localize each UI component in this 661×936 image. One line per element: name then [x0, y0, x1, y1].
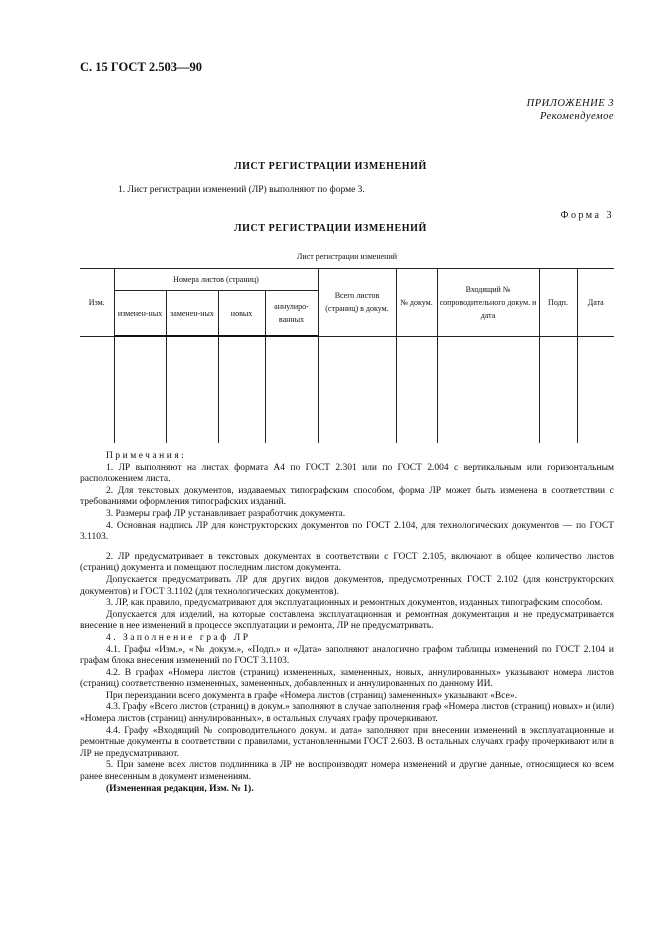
- appendix-block: [527, 97, 614, 123]
- table-cell: [80, 336, 114, 443]
- form-label: Форма 3: [560, 210, 614, 221]
- paragraph: Допускается предусматривать ЛР для других видов документов, предусмотренных ГОСТ 2.102 (для конструкторских документов) и ГОСТ 3.1102 (для технологических документов).: [80, 574, 614, 597]
- notes-section: [80, 451, 614, 795]
- paragraph: При переиздании всего документа в графе «Номера листов (страниц) замененных» указывают «Все».: [106, 690, 517, 701]
- table-cell: [218, 336, 265, 443]
- header-replaced: заменен-ных: [166, 291, 218, 337]
- paragraph-1: 1. Лист регистрации изменений (ЛР) выполняют по форме 3.: [118, 185, 365, 195]
- note-paragraph: 2. Для текстовых документов, издаваемых типографским способом, форма ЛР может быть изменена в соответствии с требованиями оформления типографских изданий.: [80, 485, 614, 508]
- notes-heading: Примечания:: [106, 451, 187, 461]
- table-cell: [577, 336, 614, 443]
- appendix-status: Рекомендуемое: [540, 111, 614, 122]
- header-cancelled: аннулиро-ванных: [265, 291, 318, 337]
- appendix-label: ПРИЛОЖЕНИЕ 3: [526, 98, 614, 109]
- page-header: С. 15 ГОСТ 2.503—90: [80, 60, 203, 74]
- header-izm: Изм.: [80, 269, 114, 337]
- header-date: Дата: [577, 269, 614, 337]
- section-title: ЛИСТ РЕГИСТРАЦИИ ИЗМЕНЕНИЙ: [234, 161, 427, 172]
- paragraph: 4.2. В графах «Номера листов (страниц) измененных, замененных, новых, аннулированных» указывают номера листов (страниц) соответственно измененных, замененных, добавленных и аннулированных по данному ИИ.: [80, 667, 614, 690]
- paragraph: 3. ЛР, как правило, предусматривают для эксплуатационных и ремонтных документов, изданных типографским способом.: [106, 598, 603, 609]
- header-sheet-numbers: Номера листов (страниц): [114, 269, 318, 291]
- table-cell: [539, 336, 577, 443]
- table-cell: [396, 336, 437, 443]
- note-paragraph: 1. ЛР выполняют на листах формата А4 по ГОСТ 2.301 или по ГОСТ 2.004 с вертикальным или горизонтальным расположением листа.: [80, 462, 614, 485]
- registration-table: [80, 268, 614, 443]
- paragraph: 4.1. Графы «Изм.», «№ докум.», «Подп.» и «Дата» заполняют аналогично графом таблицы изменений по ГОСТ 2.104 и графам блока внесения изменений по ГОСТ 3.1103.: [80, 644, 614, 667]
- table-caption: Лист регистрации изменений: [296, 252, 398, 261]
- table-cell: [265, 336, 318, 443]
- form-title: ЛИСТ РЕГИСТРАЦИИ ИЗМЕНЕНИЙ: [234, 223, 427, 234]
- header-total-sheets: Всего листов (страниц) в докум.: [318, 269, 396, 337]
- header-signature: Подп.: [539, 269, 577, 337]
- table-row: [80, 336, 614, 443]
- revision-note: (Измененная редакция, Изм. № 1).: [106, 783, 254, 794]
- table-cell: [437, 336, 539, 443]
- paragraph: 2. ЛР предусматривает в текстовых документах в соответствии с ГОСТ 2.105, включают в общее количество листов (страниц) документа и помещают последним листом документа.: [80, 551, 614, 574]
- header-new: новых: [218, 291, 265, 337]
- note-paragraph: 4. Основная надпись ЛР для конструкторских документов по ГОСТ 2.104, для технологических документов — по ГОСТ 3.1103.: [80, 520, 614, 543]
- header-incoming: Входящий № сопроводительного докум. и дата: [437, 269, 539, 337]
- header-changed: изменен-ных: [114, 291, 166, 337]
- section-heading: 4. Заполнение граф ЛР: [106, 632, 251, 643]
- paragraph: 4.3. Графу «Всего листов (страниц) в докум.» заполняют в случае заполнения граф «Номера листов (страниц) новых» и (или) «Номера листов (страниц) аннулированных», в остальных случаях графу прочеркивают.: [80, 702, 614, 725]
- paragraph: 4.4. Графу «Входящий № сопроводительного докум. и дата» заполняют при внесении изменений в эксплуатационные и ремонтные документы в соответствии с правилами, установленными ГОСТ 2.603. В остальных случаях графу прочеркивают или в ЛР не предусматривают.: [80, 725, 614, 759]
- table-cell: [166, 336, 218, 443]
- paragraph: Допускается для изделий, на которые составлена эксплуатационная и ремонтная документация и не предусматривается внесение в нее изменений в процессе эксплуатации и ремонта, ЛР не предусматривать.: [80, 609, 614, 632]
- table-cell: [318, 336, 396, 443]
- paragraph: 5. При замене всех листов подлинника в ЛР не воспроизводят номера изменений и другие данные, относящиеся ко всем ранее внесенным в документ изменениям.: [80, 760, 614, 783]
- header-doc-number: № докум.: [396, 269, 437, 337]
- note-paragraph: 3. Размеры граф ЛР устанавливает разработчик документа.: [106, 508, 346, 519]
- table-cell: [114, 336, 166, 443]
